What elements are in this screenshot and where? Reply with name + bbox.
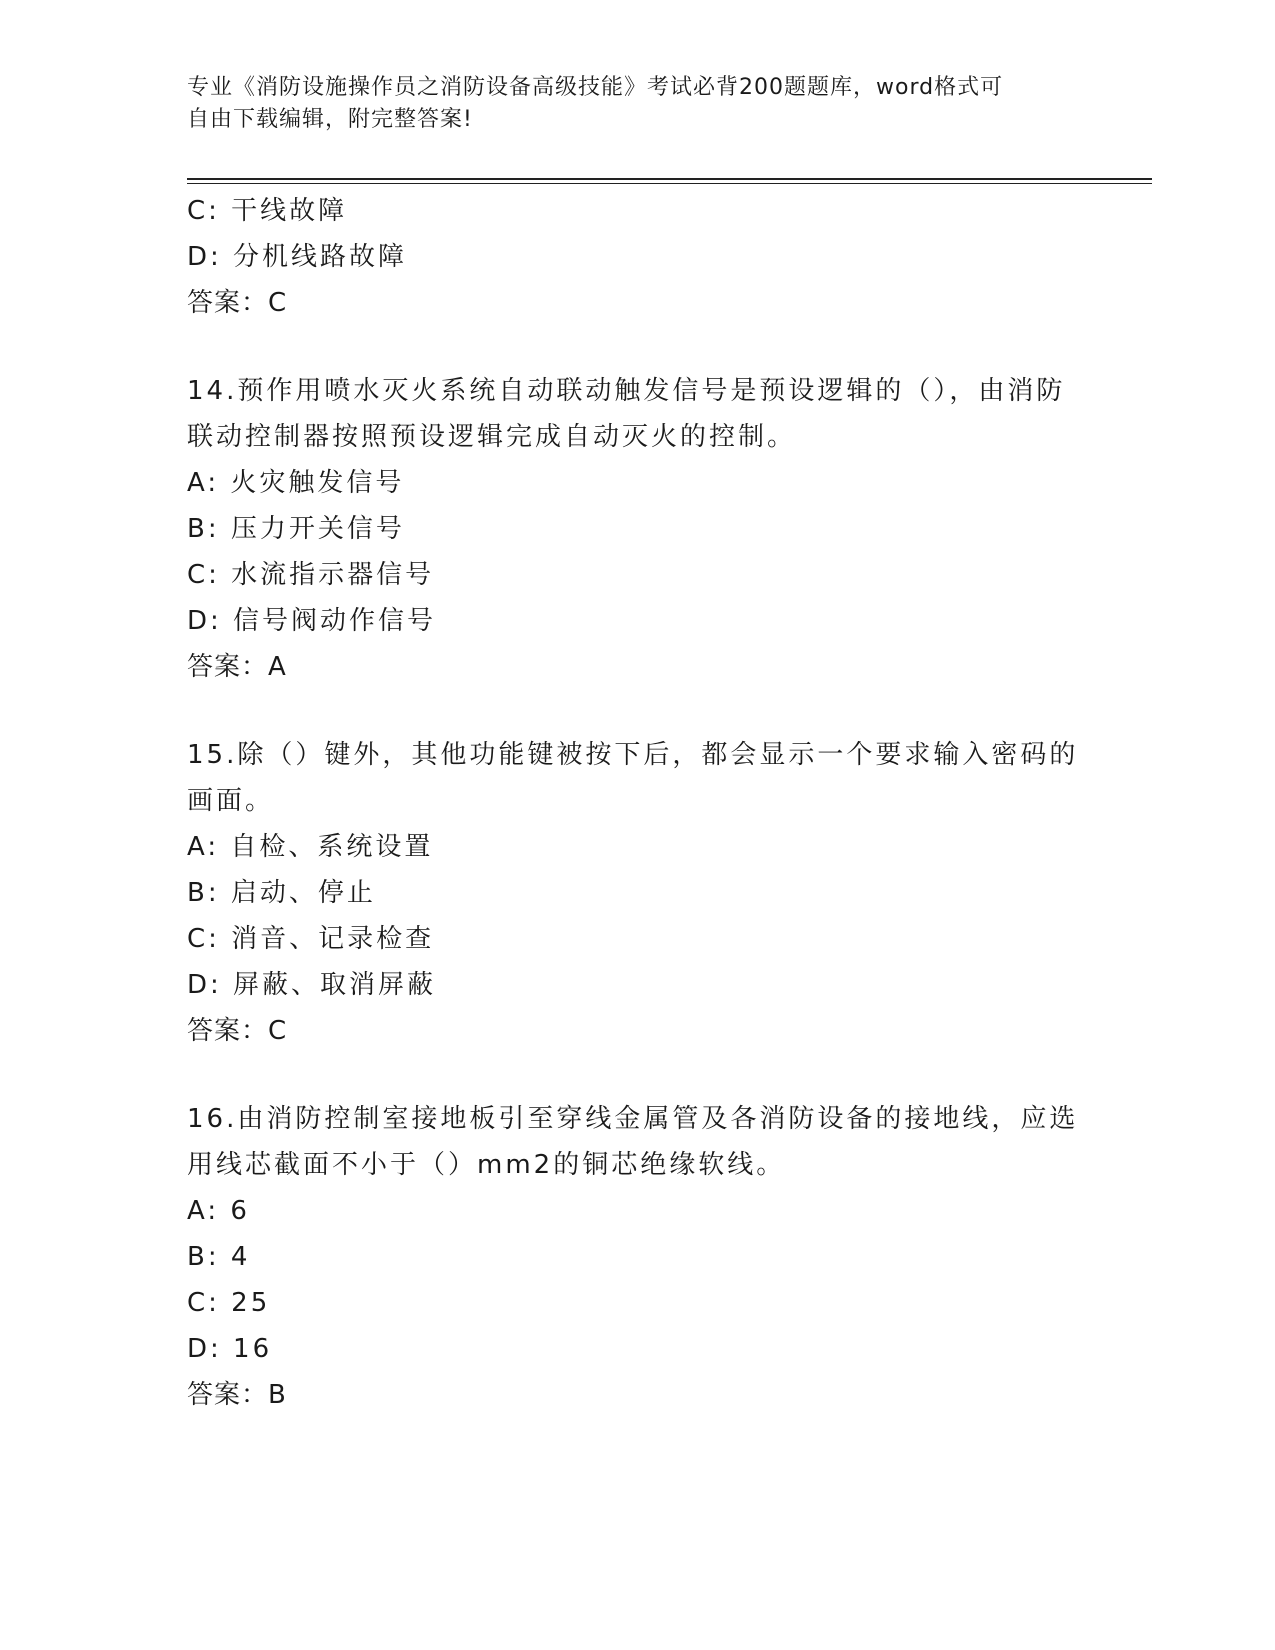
option-d: D: 屏蔽、取消屏蔽 bbox=[187, 970, 437, 1000]
answer-line: 答案：B bbox=[187, 1380, 287, 1410]
question-block bbox=[187, 1096, 1087, 1418]
question-text-line: 用线芯截面不小于（）mm2的铜芯绝缘软线。 bbox=[187, 1150, 786, 1180]
option-b: B: 压力开关信号 bbox=[187, 514, 405, 544]
header-line-1: 专业《消防设施操作员之消防设备高级技能》考试必背200题题库，word格式可 bbox=[187, 75, 1004, 100]
option-c: C: 干线故障 bbox=[187, 196, 348, 226]
answer-line: 答案：A bbox=[187, 652, 287, 682]
header-divider-thin bbox=[187, 183, 1152, 184]
option-c: C: 25 bbox=[187, 1288, 271, 1318]
question-text-line: 14.预作用喷水灭火系统自动联动触发信号是预设逻辑的（），由消防 bbox=[187, 376, 1066, 406]
option-a: A: 6 bbox=[187, 1196, 250, 1226]
option-c: C: 消音、记录检查 bbox=[187, 924, 435, 954]
header-line-2: 自由下载编辑，附完整答案! bbox=[187, 107, 473, 132]
header-divider-thick bbox=[187, 178, 1152, 180]
prev-question-block bbox=[187, 188, 1087, 326]
option-b: B: 启动、停止 bbox=[187, 878, 376, 908]
answer-line: 答案：C bbox=[187, 1016, 288, 1046]
question-text-line: 联动控制器按照预设逻辑完成自动灭火的控制。 bbox=[187, 422, 797, 452]
question-text-line: 15.除（）键外，其他功能键被按下后，都会显示一个要求输入密码的 bbox=[187, 740, 1079, 770]
question-block bbox=[187, 732, 1087, 1054]
option-a: A: 火灾触发信号 bbox=[187, 468, 405, 498]
option-d: D: 分机线路故障 bbox=[187, 242, 408, 272]
question-content bbox=[187, 188, 1087, 1418]
page-header bbox=[187, 72, 1067, 136]
option-a: A: 自检、系统设置 bbox=[187, 832, 434, 862]
option-c: C: 水流指示器信号 bbox=[187, 560, 435, 590]
question-text-line: 16.由消防控制室接地板引至穿线金属管及各消防设备的接地线，应选 bbox=[187, 1104, 1079, 1134]
option-d: D: 16 bbox=[187, 1334, 273, 1364]
option-b: B: 4 bbox=[187, 1242, 251, 1272]
answer-line: 答案：C bbox=[187, 288, 288, 318]
option-d: D: 信号阀动作信号 bbox=[187, 606, 437, 636]
question-block bbox=[187, 368, 1087, 690]
question-text-line: 画面。 bbox=[187, 786, 275, 816]
